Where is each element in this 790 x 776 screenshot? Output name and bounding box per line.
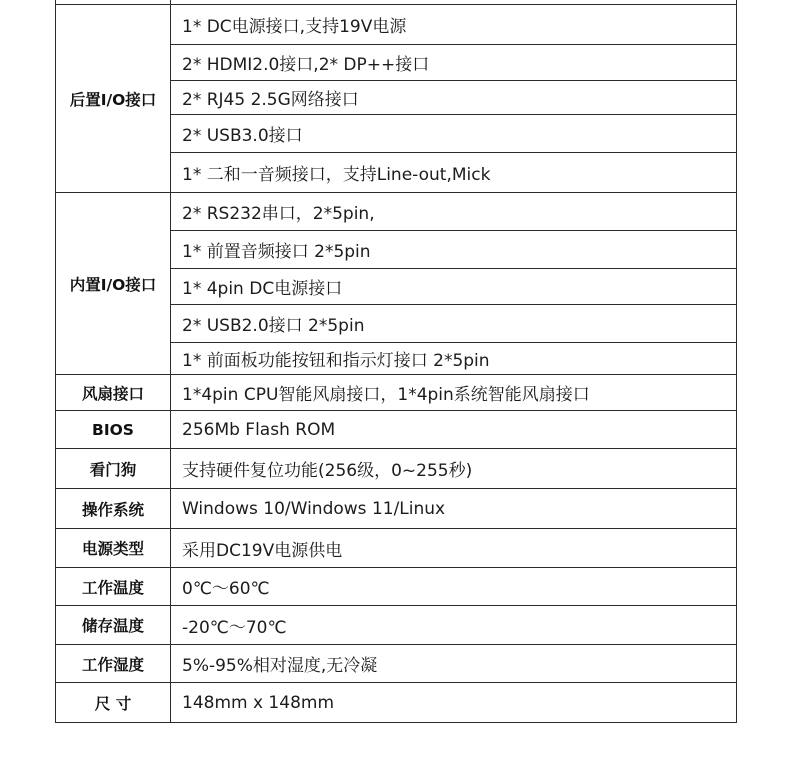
spec-value: -20℃～70℃ (171, 606, 737, 645)
spec-label-operating-temp: 工作温度 (56, 568, 171, 606)
table-row (56, 411, 737, 449)
spec-value: 1* 4pin DC电源接口 (171, 269, 737, 305)
spec-value: 148mm x 148mm (171, 683, 737, 723)
spec-value: 1* DC电源接口,支持19V电源 (171, 5, 737, 45)
spec-value: 1* 二和一音频接口，支持Line-out,Mick (171, 153, 737, 193)
spec-label-fan: 风扇接口 (56, 375, 171, 411)
table-row (56, 683, 737, 723)
spec-label-rear-io: 后置I/O接口 (56, 5, 171, 193)
spec-table (55, 0, 737, 723)
spec-value: 2* USB2.0接口 2*5pin (171, 305, 737, 343)
spec-value: 1*4pin CPU智能风扇接口，1*4pin系统智能风扇接口 (171, 375, 737, 411)
spec-value: 2* RJ45 2.5G网络接口 (171, 81, 737, 115)
spec-value: 2* HDMI2.0接口,2* DP++接口 (171, 45, 737, 81)
spec-value: 5%-95%相对湿度,无冷凝 (171, 645, 737, 683)
spec-value: 0℃～60℃ (171, 568, 737, 606)
spec-value: 采用DC19V电源供电 (171, 529, 737, 568)
spec-label-watchdog: 看门狗 (56, 449, 171, 489)
spec-label-humidity: 工作湿度 (56, 645, 171, 683)
table-row (56, 449, 737, 489)
table-row (56, 489, 737, 529)
spec-value: Windows 10/Windows 11/Linux (171, 489, 737, 529)
table-row (56, 5, 737, 45)
spec-label-storage-temp: 储存温度 (56, 606, 171, 645)
spec-value: 1* 前面板功能按钮和指示灯接口 2*5pin (171, 343, 737, 375)
table-row (56, 193, 737, 231)
spec-label-bios: BIOS (56, 411, 171, 449)
spec-value: 2* USB3.0接口 (171, 115, 737, 153)
spec-label-internal-io: 内置I/O接口 (56, 193, 171, 375)
spec-label-os: 操作系统 (56, 489, 171, 529)
spec-value: 1* 前置音频接口 2*5pin (171, 231, 737, 269)
spec-value: 256Mb Flash ROM (171, 411, 737, 449)
spec-label-size: 尺 寸 (56, 683, 171, 723)
table-row (56, 568, 737, 606)
spec-label-power: 电源类型 (56, 529, 171, 568)
spec-value: 支持硬件复位功能(256级，0~255秒) (171, 449, 737, 489)
table-row (56, 645, 737, 683)
table-row (56, 529, 737, 568)
table-row (56, 375, 737, 411)
table-row (56, 606, 737, 645)
spec-value: 2* RS232串口，2*5pin, (171, 193, 737, 231)
